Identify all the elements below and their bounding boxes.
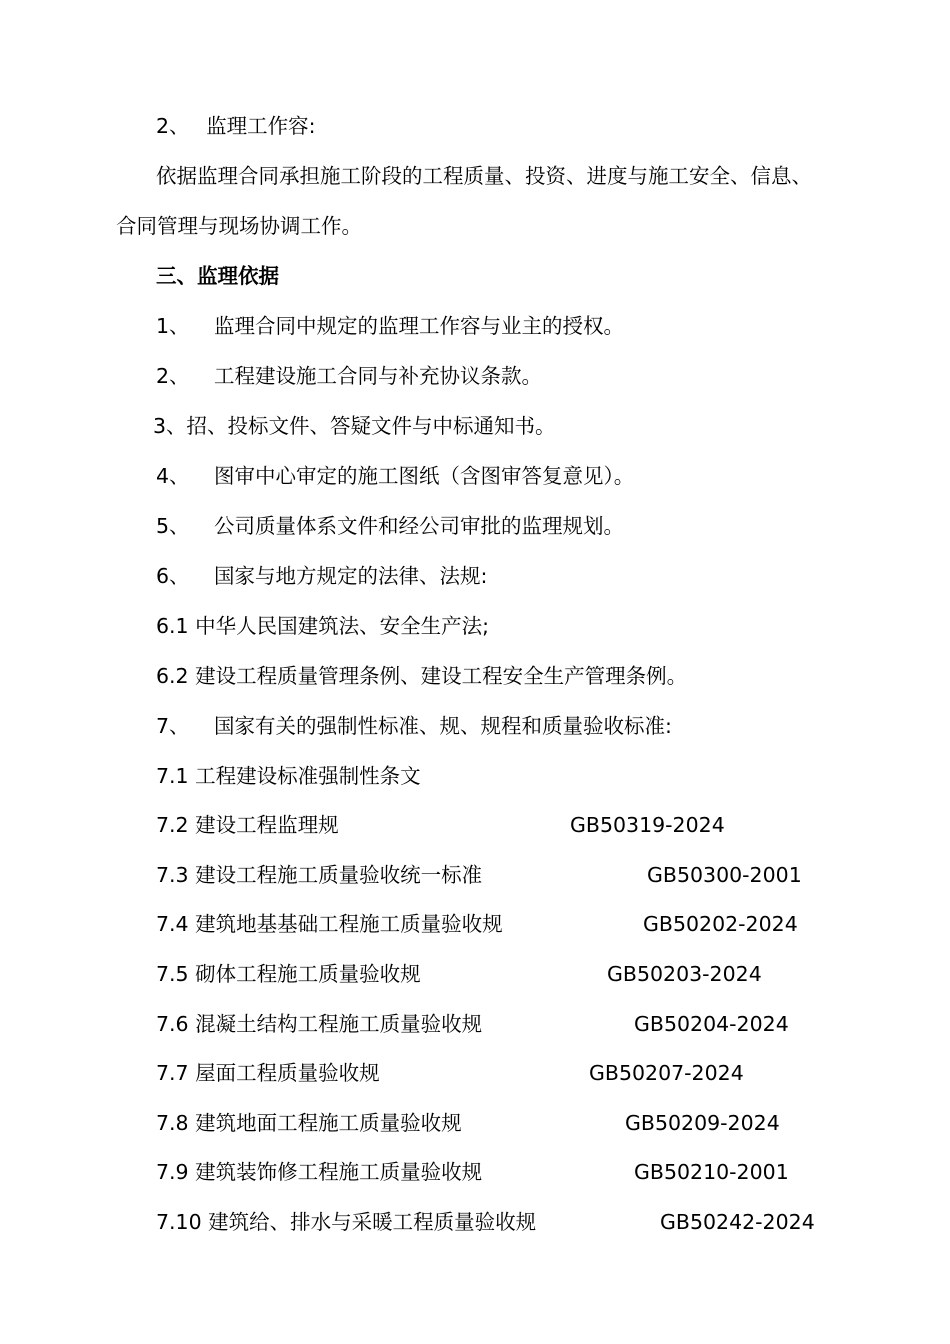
basis-item [156,512,624,540]
standard-code: GB50242-2024 [660,1210,815,1234]
basis-item-text: 3、招、投标文件、答疑文件与中标通知书。 [153,414,556,438]
standard-name: 7.9 建筑装饰修工程施工质量验收规 [156,1160,483,1184]
standard-code: GB50203-2024 [607,962,762,986]
section-2-paragraph-line-2: 合同管理与现场协调工作。 [116,214,362,238]
basis-item-text: 工程建设施工合同与补充协议条款。 [214,364,542,388]
section-2-title: 监理工作容: [206,114,316,138]
basis-item-text: 图审中心审定的施工图纸（含图审答复意见）。 [214,464,635,488]
standard-name: 7.8 建筑地面工程施工质量验收规 [156,1111,462,1135]
basis-item [156,312,624,340]
basis-item [156,562,487,590]
standard-code: GB50204-2024 [634,1012,789,1036]
standard-code: GB50207-2024 [589,1061,744,1085]
basis-item [156,462,634,490]
standard-name: 7.3 建设工程施工质量验收统一标准 [156,863,483,887]
standard-code: GB50319-2024 [570,813,725,837]
section-2-heading [156,112,316,140]
section-3-title: 三、监理依据 [156,264,279,288]
law-item: 6.1 中华人民国建筑法、安全生产法; [156,614,490,638]
standard-name: 7.4 建筑地基基础工程施工质量验收规 [156,912,503,936]
standard-code: GB50209-2024 [625,1111,780,1135]
standard-code: GB50300-2001 [647,863,802,887]
basis-item [153,412,556,440]
standard-intro: 7.1 工程建设标准强制性条文 [156,764,421,788]
basis-item-number: 1、 [156,314,190,338]
standard-code: GB50210-2001 [634,1160,789,1184]
standard-name: 7.10 建筑给、排水与采暖工程质量验收规 [156,1210,537,1234]
basis-item-number: 5、 [156,514,190,538]
basis-item-number: 7、 [156,714,190,738]
basis-item-number: 2、 [156,364,190,388]
standard-name: 7.6 混凝土结构工程施工质量验收规 [156,1012,483,1036]
basis-item-text: 国家有关的强制性标准、规、规程和质量验收标准: [214,714,672,738]
law-item: 6.2 建设工程质量管理条例、建设工程安全生产管理条例。 [156,664,688,688]
basis-item-text: 监理合同中规定的监理工作容与业主的授权。 [214,314,624,338]
basis-item-text: 公司质量体系文件和经公司审批的监理规划。 [214,514,624,538]
basis-item [156,712,672,740]
standard-code: GB50202-2024 [643,912,798,936]
basis-item [156,362,542,390]
basis-item-number: 6、 [156,564,190,588]
basis-item-text: 国家与地方规定的法律、法规: [214,564,488,588]
standard-name: 7.5 砌体工程施工质量验收规 [156,962,421,986]
standard-name: 7.7 屋面工程质量验收规 [156,1061,380,1085]
section-2-paragraph-line-1: 依据监理合同承担施工阶段的工程质量、投资、进度与施工安全、信息、 [156,164,812,188]
standard-name: 7.2 建设工程监理规 [156,813,339,837]
basis-item-number: 4、 [156,464,190,488]
section-2-number: 2、 [156,114,190,138]
